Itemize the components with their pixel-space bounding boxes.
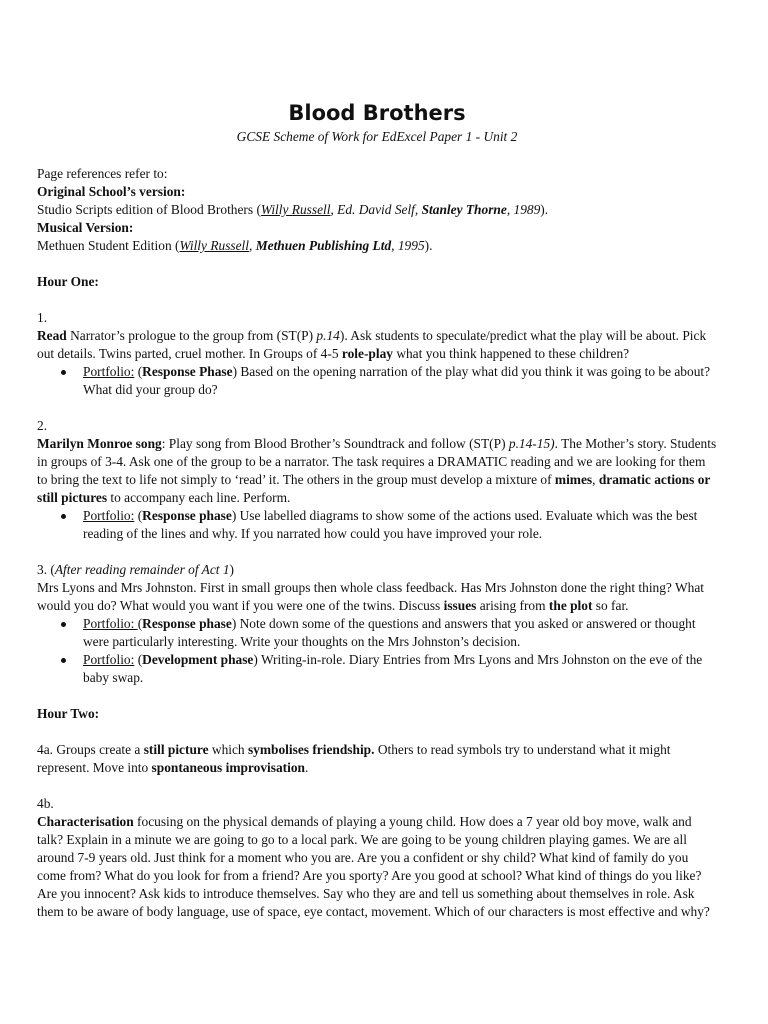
musical-publisher: Methuen Publishing Ltd bbox=[255, 238, 392, 253]
school-version-text: Studio Scripts edition of Blood Brothers (Willy Russell, Ed. David Self, Stanley Thorne, 1989). bbox=[37, 202, 549, 217]
list-item: Portfolio: (Response phase) Use labelled diagrams to show some of the actions used. Evaluate which was the best reading of the lines and why. If you narrated how could you have improved your role. bbox=[83, 507, 717, 543]
section-3 bbox=[37, 561, 717, 687]
school-author: Willy Russell bbox=[260, 202, 331, 217]
page-references bbox=[37, 165, 717, 255]
musical-version-heading: Musical Version: bbox=[37, 220, 134, 235]
hour-one-heading: Hour One: bbox=[37, 274, 99, 289]
section-1 bbox=[37, 309, 717, 399]
hour-two-heading: Hour Two: bbox=[37, 706, 100, 721]
list-item: Portfolio: (Response phase) Note down some of the questions and answers that you asked or answered or thought were particularly interesting. Write your thoughts on the Mrs Johnston’s decision. bbox=[83, 615, 717, 651]
section-1-number: 1. bbox=[37, 310, 48, 325]
section-2-number: 2. bbox=[37, 418, 48, 433]
section-1-text: Read Narrator’s prologue to the group from (ST(P) p.14). Ask students to speculate/predict what the play will be about. Pick out details. Twins parted, cruel mother. In Groups of 4-5 role-play what you think happened to these children? bbox=[37, 328, 707, 361]
section-4b-number: 4b. bbox=[37, 796, 54, 811]
document-title: Blood Brothers bbox=[288, 101, 466, 125]
list-item: Portfolio: (Response Phase) Based on the opening narration of the play what did you think it was going to be about? What did your group do? bbox=[83, 363, 717, 399]
musical-author: Willy Russell bbox=[179, 238, 250, 253]
section-4a bbox=[37, 741, 717, 777]
section-2 bbox=[37, 417, 717, 543]
document-page bbox=[37, 98, 717, 921]
section-2-text: Marilyn Monroe song: Play song from Blood Brother’s Soundtrack and follow (ST(P) p.14-15). The Mother’s story. Students in groups of 3-4. Ask one of the group to be a narrator. The task requires a DRAMATIC reading and we are looking for them to bring the text to life not simply to ‘read’ it. The others in the group must develop a mixture of mimes, dramatic actions or still pictures to accompany each line. Perform. bbox=[37, 436, 717, 505]
section-4b-text: Characterisation focusing on the physical demands of playing a young child. How does a 7 year old boy move, walk and talk? Explain in a minute we are going to go to a local park. We are going to be young children playing games. We are all around 7-9 years old. Just think for a moment who you are. Are you a confident or shy child? What kind of family do you come from? What do you look for from a friend? Are you sporty? Are you good at school? What kind of things do you like? Are you innocent? Ask kids to introduce themselves. Say who they are and tell us something about themselves in role. Ask them to be aware of body language, use of space, eye contact, movement. Which of our characters is most effective and why? bbox=[37, 814, 710, 919]
section-2-bullets bbox=[37, 507, 717, 543]
section-3-text: Mrs Lyons and Mrs Johnston. First in small groups then whole class feedback. Has Mrs Johnston done the right thing? What would you do? What would you want if you were one of the twins. Discuss issues arising from the plot so far. bbox=[37, 580, 704, 613]
section-3-bullets bbox=[37, 615, 717, 687]
musical-version-text: Methuen Student Edition (Willy Russell, Methuen Publishing Ltd, 1995). bbox=[37, 238, 433, 253]
document-subtitle: GCSE Scheme of Work for EdExcel Paper 1 - Unit 2 bbox=[236, 129, 518, 144]
school-version-heading: Original School’s version: bbox=[37, 184, 186, 199]
school-publisher: Stanley Thorne bbox=[421, 202, 507, 217]
section-4a-text: 4a. Groups create a still picture which symbolises friendship. Others to read symbols try to understand what it might represent. Move into spontaneous improvisation. bbox=[37, 742, 671, 775]
section-3-heading: 3. (After reading remainder of Act 1) bbox=[37, 562, 235, 577]
list-item: Portfolio: (Development phase) Writing-in-role. Diary Entries from Mrs Lyons and Mrs Johnston on the eve of the baby swap. bbox=[83, 651, 717, 687]
section-1-bullets bbox=[37, 363, 717, 399]
section-4b bbox=[37, 795, 717, 921]
references-intro: Page references refer to: bbox=[37, 166, 168, 181]
